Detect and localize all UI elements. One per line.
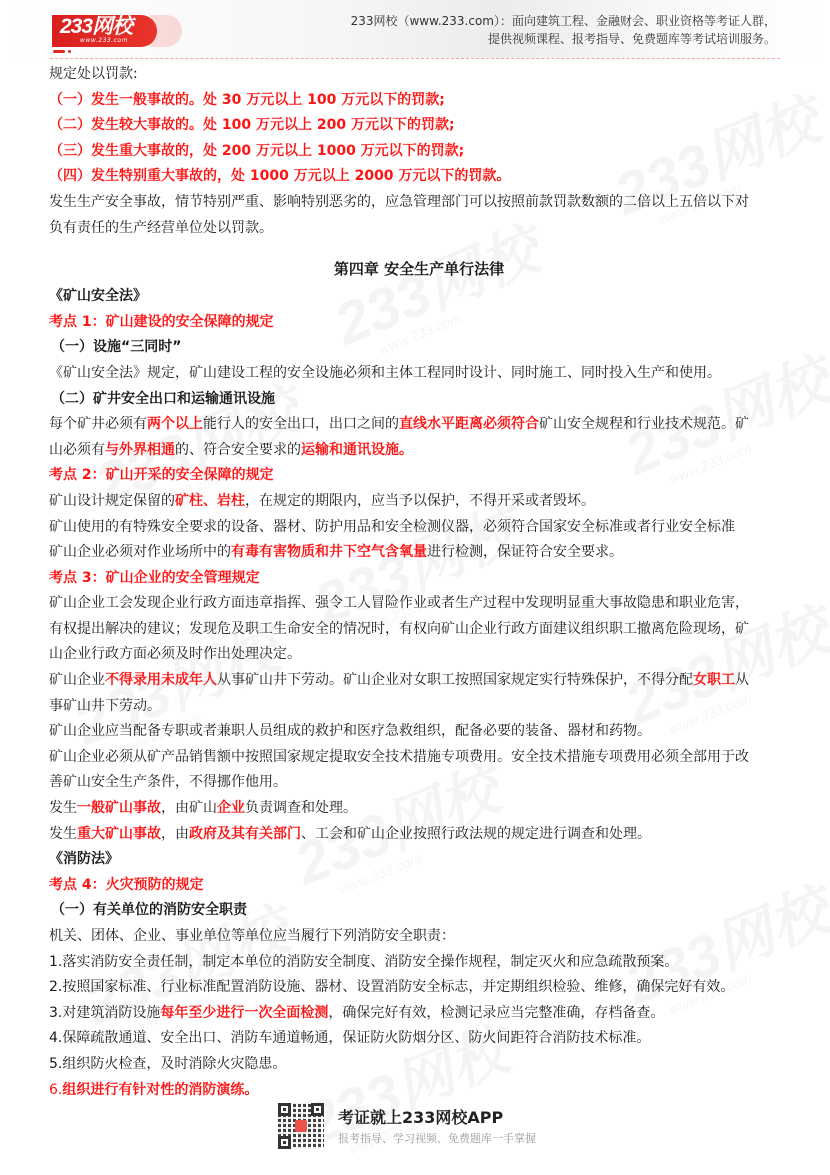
kp4-subheading-1: （一）有关单位的消防安全职责 (51, 902, 247, 919)
highlight: 运输和通讯设施。 (301, 441, 413, 458)
app-logo-icon (295, 1120, 307, 1132)
penalty-item-1: （一）发生一般事故的。处 30 万元以上 100 万元以下的罚款; (49, 91, 445, 108)
kp3-para6: 发生重大矿山事故，由政府及其有关部门、工会和矿山企业按照行政法规的规定进行调查和处理。 (49, 825, 651, 842)
kp1-text-2-line-1: 每个矿井必须有两个以上能行人的安全出口，出口之间的直线水平距离必须符合矿山安全规程和行业技术规范。矿 (49, 416, 749, 433)
kp2-line-2: 矿山使用的有特殊安全要求的设备、器材、防护用品和安全检测仪器，必须符合国家安全标准或者行业安全标准 (49, 518, 735, 535)
highlight: 重大矿山事故 (77, 825, 161, 842)
penalty-item-2: （二）发生较大事故的。处 100 万元以上 200 万元以下的罚款; (49, 117, 455, 134)
tagline-line-1: 233网校（www.233.com）：面向建筑工程、金融财会、职业资格等考证人群， (350, 14, 776, 28)
kp4-item-5: 5.组织防火检查，及时消除火灾隐患。 (49, 1055, 287, 1072)
exam-point-3-title: 考点 3：矿山企业的安全管理规定 (49, 569, 260, 586)
kp3-para4-line-1: 矿山企业必须从矿产品销售额中按照国家规定提取安全技术措施专项费用。安全技术措施专项费用必须全部用于改 (49, 748, 749, 765)
kp3-para1-line-1: 矿山企业工会发现企业行政方面违章指挥、强令工人冒险作业或者生产过程中发现明显重大事故隐患和职业危害， (49, 595, 749, 612)
kp2-line-1: 矿山设计规定保留的矿柱、岩柱，在规定的期限内，应当予以保护，不得开采或者毁坏。 (49, 492, 595, 509)
kp4-item-6: 6.组织进行有针对性的消防演练。 (49, 1081, 259, 1098)
highlight: 一般矿山事故 (77, 800, 161, 817)
header-divider (50, 58, 780, 59)
kp3-para1-line-3: 山企业行政方面必须及时作出处理决定。 (49, 646, 301, 663)
chapter-title: 第四章 安全生产单行法律 (333, 260, 505, 279)
logo-text: 233网校 (60, 15, 133, 38)
law-title-mine-safety: 《矿山安全法》 (49, 288, 147, 305)
kp1-subheading-2: （二）矿井安全出口和运输通讯设施 (51, 390, 275, 407)
kp3-para3: 矿山企业应当配备专职或者兼职人员组成的救护和医疗急救组织，配备必要的装备、器材和药物。 (49, 723, 651, 740)
footer-app-title[interactable]: 考证就上233网校APP (338, 1108, 504, 1127)
logo-dot-decoration (68, 50, 71, 53)
kp4-item-3: 3.对建筑消防设施每年至少进行一次全面检测，确保完好有效，检测记录应当完整准确，存档备查。 (49, 1004, 665, 1021)
highlight: 两个以上 (147, 416, 203, 433)
kp1-subheading-1: （一）设施“三同时” (51, 339, 182, 356)
penalty-paragraph-line-2: 负有责任的生产经营单位处以罚款。 (49, 219, 273, 236)
kp1-text-1: 《矿山安全法》规定，矿山建设工程的安全设施必须和主体工程同时设计、同时施工、同时投入生产和使用。 (49, 364, 721, 381)
header-tagline (351, 12, 776, 48)
highlight: 每年至少进行一次全面检测 (160, 1004, 329, 1021)
highlight: 直线水平距离必须符合 (399, 416, 539, 433)
exam-point-1-title: 考点 1：矿山建设的安全保障的规定 (49, 313, 274, 330)
logo-url: www.233.com (80, 37, 128, 44)
penalty-paragraph-line-1: 发生生产安全事故，情节特别严重、影响特别恶劣的，应急管理部门可以按照前款罚款数额的二倍以上五倍以下对 (49, 193, 749, 210)
highlight: 有毒有害物质和井下空气含氧量 (231, 544, 427, 561)
law-title-fire-protection: 《消防法》 (49, 851, 119, 868)
kp3-para5: 发生一般矿山事故，由矿山企业负责调查和处理。 (49, 800, 357, 817)
kp4-item-2: 2.按照国家标准、行业标准配置消防设施、器材、设置消防安全标志，并定期组织检验、维修，确保完好有效。 (49, 979, 735, 996)
page-header (0, 0, 830, 58)
kp4-intro: 机关、团体、企业、事业单位等单位应当履行下列消防安全职责： (49, 928, 455, 944)
highlight: 组织进行有针对性的消防演练。 (62, 1081, 259, 1098)
highlight: 政府及其有关部门 (189, 825, 301, 842)
qr-code-icon[interactable] (278, 1103, 324, 1149)
footer-app-subtitle: 报考指导、学习视频、免费题库一手掌握 (338, 1132, 536, 1145)
penalty-intro: 规定处以罚款: (49, 66, 138, 82)
document-body (49, 62, 789, 1103)
exam-point-2-title: 考点 2：矿山开采的安全保障的规定 (49, 467, 274, 484)
exam-point-4-title: 考点 4：火灾预防的规定 (49, 876, 204, 893)
kp2-line-3: 矿山企业必须对作业场所中的有毒有害物质和井下空气含氧量进行检测，保证符合安全要求。 (49, 544, 623, 561)
logo-dash-decoration (53, 50, 65, 53)
highlight: 企业 (217, 800, 245, 817)
page-footer (278, 1103, 598, 1153)
highlight: 不得录用未成年人 (105, 672, 217, 689)
kp4-item-4: 4.保障疏散通道、安全出口、消防车通道畅通，保证防火防烟分区、防火间距符合消防技术标准。 (49, 1030, 651, 1047)
highlight: 矿柱、岩柱 (175, 492, 245, 509)
highlight: 与外界相通 (105, 441, 175, 458)
kp3-para4-line-2: 善矿山安全生产条件，不得挪作他用。 (49, 774, 287, 791)
penalty-item-3: （三）发生重大事故的，处 200 万元以上 1000 万元以下的罚款; (49, 142, 465, 159)
kp3-para1-line-2: 有权提出解决的建议；发现危及职工生命安全的情况时，有权向矿山企业行政方面建议组织职工撤离危险现场，矿 (49, 620, 749, 637)
kp1-text-2-line-2: 山必须有与外界相通的、符合安全要求的运输和通讯设施。 (49, 441, 413, 458)
tagline-line-2: 提供视频课程、报考指导、免费题库等考试培训服务。 (487, 32, 776, 46)
kp3-para2-line-2: 事矿山井下劳动。 (49, 697, 161, 714)
penalty-item-4: （四）发生特别重大事故的，处 1000 万元以上 2000 万元以下的罚款。 (49, 168, 511, 185)
kp3-para2-line-1: 矿山企业不得录用未成年人从事矿山井下劳动。矿山企业对女职工按照国家规定实行特殊保护，不得分配女职工从 (49, 672, 749, 689)
highlight: 女职工 (693, 672, 735, 689)
brand-logo[interactable] (52, 15, 157, 47)
kp4-item-1: 1.落实消防安全责任制，制定本单位的消防安全制度、消防安全操作规程，制定灭火和应急疏散预案。 (49, 953, 679, 970)
